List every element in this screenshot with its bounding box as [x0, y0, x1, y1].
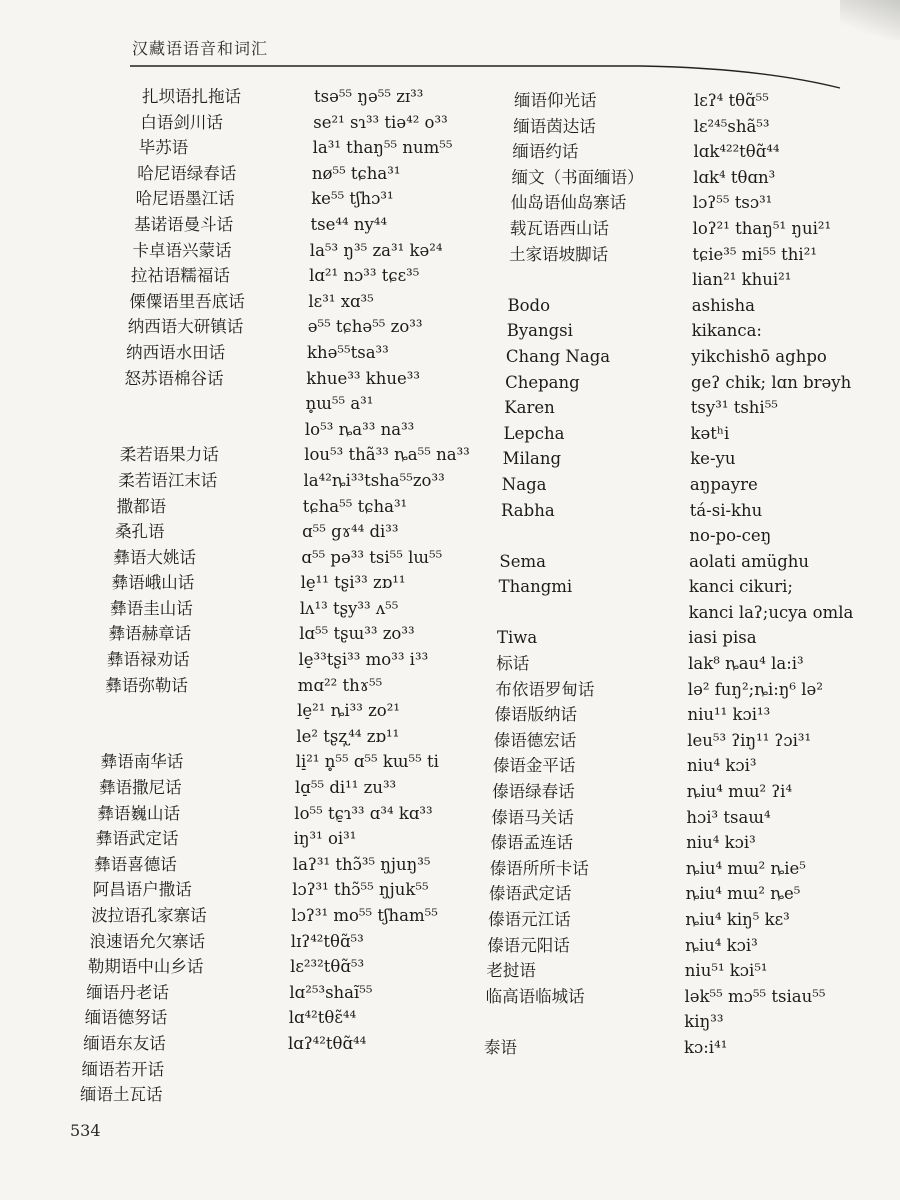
variety-name: 怒苏语棉谷话: [124, 368, 224, 388]
word-form: la⁴²ȵi³³tsha⁵⁵zo³³: [303, 470, 445, 490]
word-form: lou⁵³ thã³³ ȵa⁵⁵ na³³: [304, 445, 470, 465]
variety-name: [484, 267, 644, 293]
word-form: lɑk⁴ tθɑn³: [693, 167, 776, 187]
word-form: nø⁵⁵ tɕha³¹: [311, 163, 401, 183]
word-form: niu⁴ kɔi³: [687, 756, 757, 776]
variety-name: 傣语德宏话: [493, 730, 577, 750]
variety-name: [80, 391, 245, 417]
page-number: 534: [70, 1121, 101, 1140]
variety-name: Chang Naga: [505, 346, 611, 366]
variety-name: 彝语巍山话: [97, 803, 180, 823]
right-names-column: [484, 88, 644, 1061]
variety-name: 基诺语曼斗话: [134, 214, 234, 234]
word-form: kikanca:: [691, 321, 762, 341]
word-form: mɑ²² thɤ⁵⁵: [297, 675, 383, 695]
variety-name: 纳西语大研镇话: [127, 317, 244, 337]
word-form: lɔʔ³¹ mo⁵⁵ tʃham⁵⁵: [291, 906, 438, 925]
variety-name: 彝语撒尼话: [99, 778, 182, 798]
word-form: li̠²¹ n̥⁵⁵ ɑ⁵⁵ kɯ⁵⁵ ti: [295, 752, 439, 772]
variety-name: 缅语若开话: [81, 1059, 165, 1079]
variety-name: 载瓦语西山话: [509, 218, 609, 238]
variety-name: 傣语元江话: [488, 910, 571, 929]
left-names-column: [80, 84, 245, 1108]
variety-name: 缅语土瓦话: [80, 1085, 163, 1105]
variety-name: 傣语金平话: [492, 756, 576, 776]
variety-name: 彝语武定话: [95, 829, 179, 849]
variety-name: Byangsi: [506, 321, 573, 341]
word-form: kanci cikuri;: [688, 577, 793, 597]
word-form: ȵiu⁴ mɯ² ȵie⁵: [685, 858, 806, 878]
running-head: 汉藏语语音和词汇: [132, 39, 269, 58]
variety-name: 标话: [496, 654, 530, 674]
word-form: kətʰi: [690, 423, 730, 443]
variety-name: 拉祜语糯福话: [130, 266, 230, 286]
variety-name: 哈尼语绿春话: [137, 163, 237, 183]
word-form: lɑ⁵⁵ tʂɯ³³ zo³³: [299, 624, 415, 644]
variety-name: 撒都语: [116, 496, 167, 516]
variety-name: 阿昌语户撒话: [92, 880, 192, 900]
variety-name: 扎坝语扎拖话: [142, 87, 241, 106]
variety-name: 临高语临城话: [485, 986, 585, 1006]
word-form: le̠³³tʂi³³ mo³³ i³³: [298, 650, 429, 670]
variety-name: Sema: [499, 551, 546, 571]
word-form: lɑ̠⁵⁵ di¹¹ zu³³: [295, 778, 397, 798]
variety-name: Karen: [504, 398, 555, 418]
word-form: tse⁴⁴ ny⁴⁴: [310, 214, 388, 234]
variety-name: 缅语仰光话: [514, 91, 597, 110]
variety-name: 缅文（书面缅语）: [511, 167, 644, 187]
word-form: lə² fuŋ²;ȵi:ŋ⁶ lə²: [687, 679, 823, 699]
variety-name: 纳西语水田话: [126, 342, 226, 362]
variety-name: Chepang: [505, 372, 580, 392]
variety-name: 彝语喜德话: [94, 854, 177, 874]
word-form: kɔ:i⁴¹: [684, 1037, 728, 1057]
variety-name: 傣语绿春话: [492, 782, 575, 802]
word-form: tɕie³⁵ mi⁵⁵ thi²¹: [692, 244, 817, 264]
variety-name: 傣语元阳话: [487, 935, 570, 955]
variety-name: 卡卓语兴蒙话: [132, 240, 232, 260]
variety-name: [80, 698, 245, 724]
variety-name: Thangmi: [498, 577, 573, 597]
word-form: yikchishō aghpo: [691, 346, 827, 366]
variety-name: 波拉语孔家寨话: [91, 906, 207, 925]
word-form: le̠²¹ ȵi³³ zo²¹: [297, 701, 400, 721]
word-form: kiŋ³³: [684, 1012, 724, 1032]
variety-name: 仙岛语仙岛寨话: [510, 193, 627, 213]
variety-name: 傣语武定话: [488, 884, 572, 904]
word-form: lɛ²³²tθɑ̃⁵³: [290, 957, 365, 977]
word-form: lɑ²¹ nɔ³³ tɕɛ³⁵: [309, 266, 420, 286]
word-form: iasi pisa: [688, 628, 757, 648]
word-form: ke-yu: [690, 449, 736, 469]
word-form: lɑ⁴²tθɛ̃⁴⁴: [288, 1008, 357, 1028]
variety-name: 缅语茵达话: [513, 116, 596, 136]
variety-name: 缅语约话: [512, 142, 579, 162]
word-form: loʔ²¹ thaŋ⁵¹ ŋui²¹: [692, 218, 832, 238]
variety-name: 彝语圭山话: [110, 598, 193, 618]
word-form: se²¹ sɿ³³ tiə⁴² o³³: [313, 112, 448, 132]
word-form: no-po-ceŋ: [689, 526, 772, 546]
variety-name: 泰语: [484, 1037, 517, 1057]
variety-name: 老挝语: [486, 961, 536, 981]
variety-name: 傣语所所卡话: [489, 858, 589, 878]
word-form: tsy³¹ tshi⁵⁵: [690, 398, 778, 418]
variety-name: 勒期语中山乡话: [87, 957, 204, 977]
word-form: niu⁵¹ kɔi⁵¹: [684, 961, 768, 981]
word-form: tsə⁵⁵ ŋə⁵⁵ zɪ³³: [314, 87, 424, 106]
word-form: niu¹¹ kɔi¹³: [687, 705, 771, 725]
word-form: aŋpayre: [689, 474, 758, 494]
word-form: lɑk⁴²²tθɑ̃⁴⁴: [693, 142, 780, 162]
word-form: lʌ¹³ tʂy³³ ʌ⁵⁵: [299, 598, 399, 618]
word-form: ashisha: [691, 295, 755, 315]
word-form: lo⁵⁵ tɕ̠ɿ³³ ɑ³⁴ kɑ³³: [294, 803, 433, 823]
variety-name: 傣语版纳话: [494, 705, 577, 725]
right-forms-column: [684, 88, 853, 1061]
word-form: khə⁵⁵tsa³³: [307, 342, 389, 362]
variety-name: Milang: [502, 449, 562, 469]
word-form: le̠¹¹ tʂi³³ zɒ¹¹: [300, 573, 406, 593]
word-form: ȵiu⁴ mɯ² ʔi⁴: [686, 782, 793, 802]
variety-name: 傣语马关话: [491, 807, 574, 827]
variety-name: Bodo: [507, 295, 551, 315]
word-form: hɔi³ tsaɯ⁴: [686, 807, 771, 827]
word-form: lɔʔ⁵⁵ tsɔ³¹: [692, 193, 773, 213]
variety-name: Tiwa: [497, 628, 538, 648]
variety-name: 彝语弥勒话: [105, 675, 188, 695]
variety-name: 柔若语果力话: [119, 445, 219, 465]
word-form: n̥ɯ⁵⁵ a³¹: [305, 394, 374, 414]
variety-name: 缅语丹老话: [86, 982, 169, 1002]
variety-name: Lepcha: [503, 423, 565, 443]
word-form: lak⁸ ȵau⁴ la:i³: [688, 654, 804, 674]
word-form: lɑʔ⁴²tθɑ̃⁴⁴: [288, 1033, 367, 1053]
variety-name: 傣语孟连话: [490, 833, 573, 853]
word-form: leu⁵³ ʔiŋ¹¹ ʔɔi³¹: [687, 730, 812, 750]
variety-name: [484, 1009, 644, 1035]
word-form: ɑ⁵⁵ pə³³ tsi⁵⁵ lɯ⁵⁵: [301, 547, 443, 567]
word-form: tɕha⁵⁵ tɕha³¹: [302, 496, 408, 516]
variety-name: [484, 523, 644, 549]
word-form: khue³³ khue³³: [306, 368, 421, 388]
variety-name: 柔若语江末话: [118, 470, 218, 490]
word-form: aolati amüghu: [689, 551, 810, 571]
word-form: ɑ⁵⁵ gɤ⁴⁴ di³³: [302, 522, 399, 542]
variety-name: Naga: [501, 474, 547, 494]
variety-name: 浪速语允欠寨话: [89, 931, 205, 951]
word-form: la⁵³ ŋ³⁵ za³¹ kə²⁴: [309, 240, 443, 260]
word-form: lɛ³¹ xɑ³⁵: [308, 291, 374, 311]
word-form: niu⁴ kɔi³: [686, 833, 756, 853]
word-form: la³¹ thaŋ⁵⁵ num⁵⁵: [312, 138, 453, 158]
variety-name: 彝语峨山话: [111, 573, 195, 593]
word-form: lɑ²⁵³shaĩ⁵⁵: [289, 982, 373, 1002]
variety-name: [484, 600, 644, 626]
word-form: ȵiu⁴ kiŋ⁵ kɛ³: [685, 910, 790, 929]
word-form: ȵiu⁴ mɯ² ȵe⁵: [685, 884, 801, 904]
variety-name: 彝语南华话: [100, 752, 184, 772]
word-form: lo⁵³ ȵa³³ na³³: [304, 419, 415, 439]
word-form: lɪʔ⁴²tθɑ̃⁵³: [290, 931, 364, 951]
word-form: lɔʔ³¹ thɔ̃⁵⁵ ŋjuk⁵⁵: [292, 880, 429, 900]
variety-name: 傈僳语里吾底话: [129, 291, 245, 311]
variety-name: [80, 417, 245, 443]
word-form: le² tʂʐ̩⁴⁴ zɒ¹¹: [296, 726, 400, 746]
variety-name: 彝语禄劝话: [107, 650, 190, 670]
word-form: ke⁵⁵ tʃhɔ³¹: [311, 189, 394, 209]
variety-name: 缅语德努话: [84, 1008, 168, 1028]
variety-name: 布依语罗甸话: [495, 679, 595, 699]
word-form: ə⁵⁵ tɕhə⁵⁵ zo³³: [307, 317, 423, 337]
word-form: iŋ³¹ oi³¹: [293, 829, 357, 849]
variety-name: 彝语大姚话: [113, 547, 196, 567]
variety-name: 桑孔语: [115, 522, 165, 542]
word-form: tá-si-khu: [689, 500, 763, 520]
variety-name: 土家语坡脚话: [509, 244, 609, 264]
variety-name: 缅语东友话: [83, 1033, 166, 1053]
variety-name: 哈尼语墨江话: [135, 189, 235, 209]
word-form: lək⁵⁵ mɔ⁵⁵ tsiau⁵⁵: [684, 986, 826, 1006]
variety-name: 毕苏语: [138, 138, 189, 158]
variety-name: [80, 724, 245, 750]
word-form: lɛ²⁴⁵shã⁵³: [693, 116, 770, 136]
word-form: ȵiu⁴ kɔi³: [685, 935, 758, 955]
variety-name: 白语剑川话: [140, 112, 223, 132]
variety-name: Rabha: [501, 500, 555, 520]
word-form: lian²¹ khui²¹: [692, 270, 792, 290]
left-forms-column: [288, 84, 470, 1057]
word-form: laʔ³¹ thɔ̃³⁵ ŋjuŋ³⁵: [292, 854, 431, 874]
word-form: geʔ chik; lɑn brəyh: [691, 372, 852, 392]
word-form: lɛʔ⁴ tθɑ̃⁵⁵: [694, 91, 769, 110]
word-form: kanci laʔ;ucya omla: [688, 602, 854, 622]
variety-name: 彝语赫章话: [108, 624, 192, 644]
